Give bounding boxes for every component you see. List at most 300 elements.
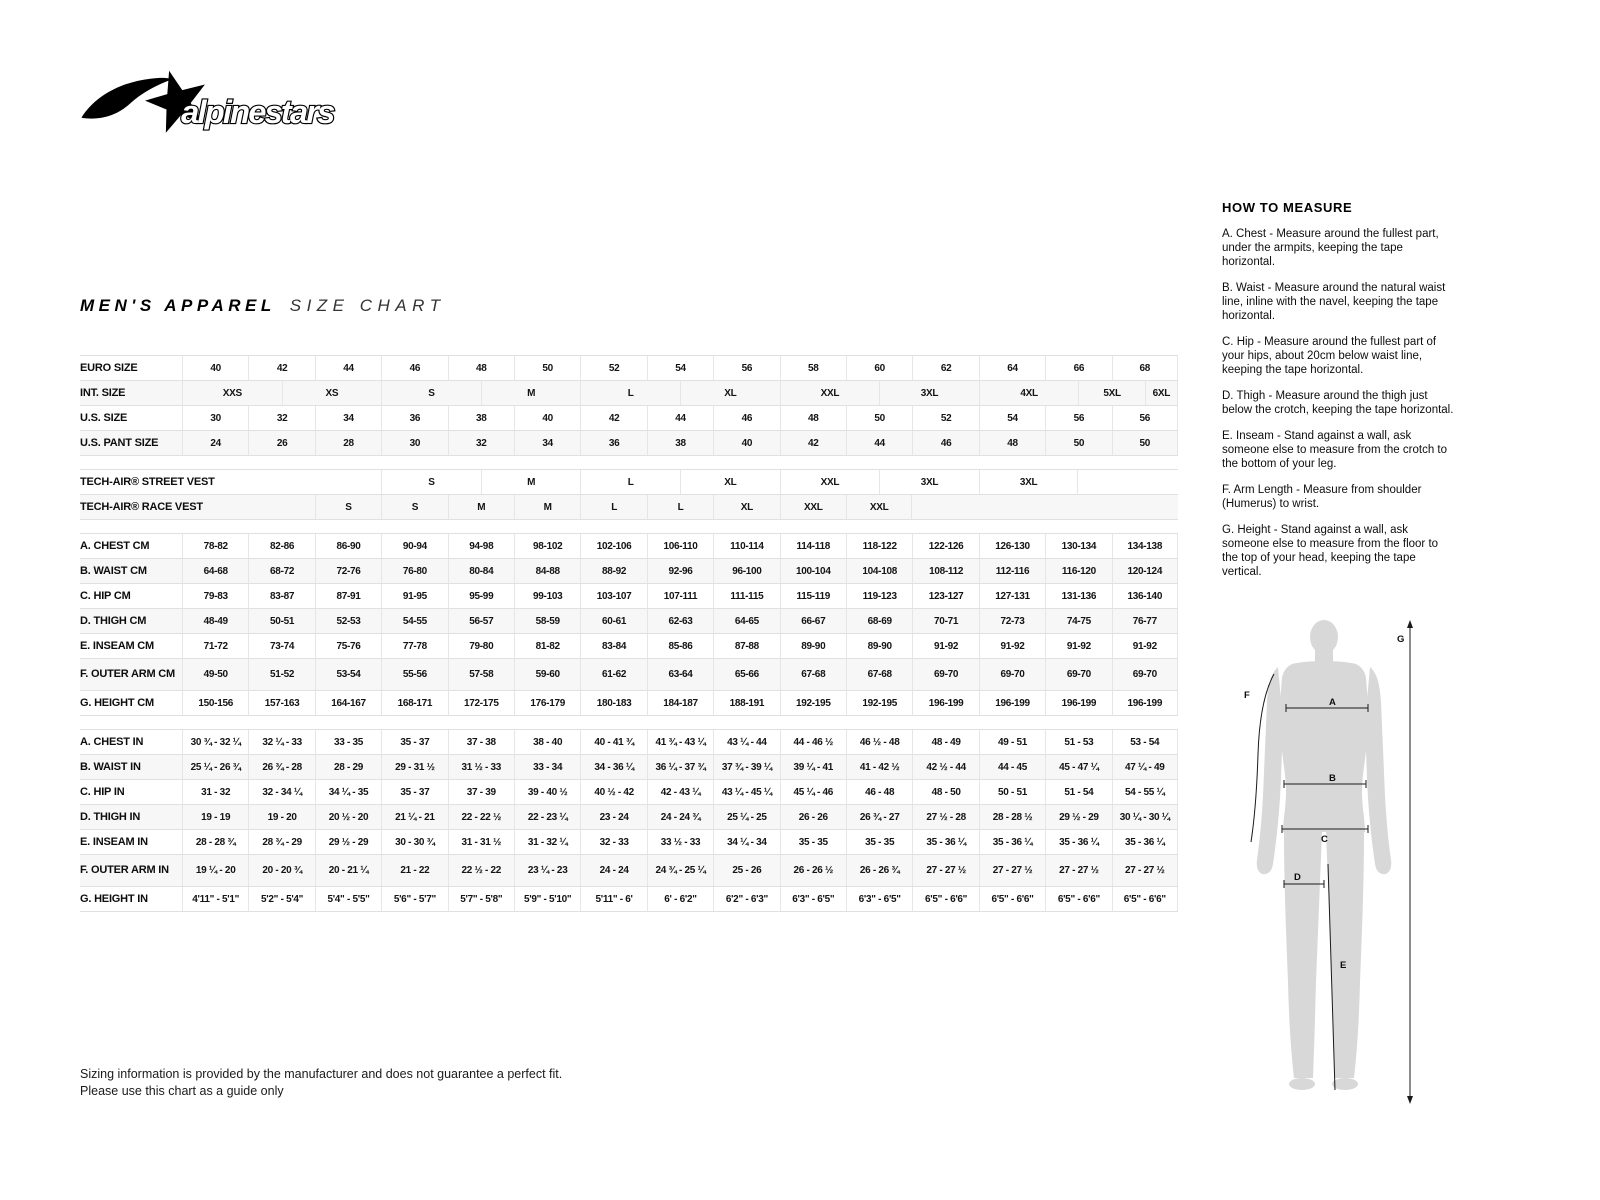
size-cell: 56-57 [448, 609, 514, 633]
page-title-secondary: SIZE CHART [289, 296, 446, 315]
size-cell: 58 [780, 356, 846, 380]
size-cell: 50 [1112, 431, 1178, 455]
row-cells [182, 356, 1178, 380]
size-cell: XXL [780, 470, 880, 494]
size-cell: 49 - 51 [979, 730, 1045, 754]
size-cell: 172-175 [448, 691, 514, 715]
size-cell: 26 ¾ - 28 [248, 755, 314, 779]
table-row [80, 355, 1178, 381]
size-cell: 168-171 [381, 691, 447, 715]
size-cell: 87-88 [713, 634, 779, 658]
size-cell: 51 - 53 [1045, 730, 1111, 754]
size-cell: 51-52 [248, 659, 314, 690]
size-cell: 32 [248, 406, 314, 430]
size-cell: 58-59 [514, 609, 580, 633]
size-cell: 86-90 [315, 534, 381, 558]
size-cell: 157-163 [248, 691, 314, 715]
size-cell: 35 - 37 [381, 730, 447, 754]
size-cell: 102-106 [580, 534, 646, 558]
human-silhouette [1257, 620, 1392, 1090]
size-cell: 31 ½ - 33 [448, 755, 514, 779]
size-cell: 5'11" - 6' [580, 887, 646, 911]
row-label: B. WAIST IN [80, 760, 141, 773]
size-cell: 3XL [879, 470, 979, 494]
size-cell: 4'11" - 5'1" [182, 887, 248, 911]
row-cells [182, 431, 1178, 455]
size-cell: L [580, 381, 680, 405]
size-cell: 24 [182, 431, 248, 455]
size-cell: 37 - 39 [448, 780, 514, 804]
size-cell: XS [282, 381, 382, 405]
size-cell: 20 ½ - 20 [315, 805, 381, 829]
size-cell: 30 - 30 ¾ [381, 830, 447, 854]
size-cell: 68 [1112, 356, 1178, 380]
size-cell: 29 ½ - 29 [1045, 805, 1111, 829]
size-cell: 50 - 51 [979, 780, 1045, 804]
size-cell: 26 - 26 ½ [780, 855, 846, 886]
size-cell: 107-111 [647, 584, 713, 608]
size-cell: M [481, 470, 581, 494]
size-cell: 83-84 [580, 634, 646, 658]
size-cell: 30 ¼ - 30 ¼ [1112, 805, 1178, 829]
figure-label-height: G [1397, 634, 1405, 645]
table-row [80, 609, 1178, 634]
size-cell: 33 ½ - 33 [647, 830, 713, 854]
row-cells [182, 855, 1178, 886]
size-cell: 96-100 [713, 559, 779, 583]
size-cell: 53-54 [315, 659, 381, 690]
size-cell: 35 - 36 ¼ [1045, 830, 1111, 854]
size-cell: 52 [580, 356, 646, 380]
size-cell: 35 - 35 [780, 830, 846, 854]
size-cell: 6XL [1145, 381, 1178, 405]
size-cell: 5'2" - 5'4" [248, 887, 314, 911]
size-cell: 68-72 [248, 559, 314, 583]
table-row [80, 634, 1178, 659]
size-cell: 46 [912, 431, 978, 455]
size-cell: 34 [514, 431, 580, 455]
size-cell: 123-127 [912, 584, 978, 608]
size-cell: 5'4" - 5'5" [315, 887, 381, 911]
size-cell: 34 ¼ - 35 [315, 780, 381, 804]
size-cell: 4XL [979, 381, 1079, 405]
size-cell: 19 - 19 [182, 805, 248, 829]
size-cell: 91-92 [979, 634, 1045, 658]
size-cell: 20 - 21 ¼ [315, 855, 381, 886]
size-cell: 71-72 [182, 634, 248, 658]
size-cell: M [481, 381, 581, 405]
size-cell: 28 - 28 ½ [979, 805, 1045, 829]
size-cell: 126-130 [979, 534, 1045, 558]
size-cell: 5XL [1078, 381, 1144, 405]
size-cell: S [315, 495, 381, 519]
measure-item-hip: C. Hip - Measure around the fullest part of your hips, about 20cm below waist line, keeping the tape horizontal. [1222, 336, 1437, 376]
size-cell: 52 [912, 406, 978, 430]
row-cells [182, 381, 1178, 405]
table-section-gap [80, 716, 1178, 729]
row-label: U.S. PANT SIZE [80, 436, 159, 449]
size-cell: 22 - 22 ½ [448, 805, 514, 829]
size-cell: 42 [248, 356, 314, 380]
size-cell: 98-102 [514, 534, 580, 558]
row-cells [182, 659, 1178, 690]
size-cell: 6'3" - 6'5" [846, 887, 912, 911]
row-cells [182, 609, 1178, 633]
size-cell: 42 [580, 406, 646, 430]
size-cell: 68-69 [846, 609, 912, 633]
size-cell: 57-58 [448, 659, 514, 690]
size-cell: 37 - 38 [448, 730, 514, 754]
figure-label-arm: F [1244, 690, 1250, 701]
size-cell: 116-120 [1045, 559, 1111, 583]
size-cell: XXL [846, 495, 912, 519]
size-cell: 40 [713, 431, 779, 455]
size-cell: 48-49 [182, 609, 248, 633]
size-cell: 39 ¼ - 41 [780, 755, 846, 779]
size-cell: 25 ¼ - 25 [713, 805, 779, 829]
size-cell: 75-76 [315, 634, 381, 658]
table-row [80, 584, 1178, 609]
size-cell: 23 - 24 [580, 805, 646, 829]
size-cell: 5'6" - 5'7" [381, 887, 447, 911]
size-cell: 106-110 [647, 534, 713, 558]
row-label: F. OUTER ARM CM [80, 668, 175, 681]
size-cell: 50-51 [248, 609, 314, 633]
size-cell: 6'5" - 6'6" [1112, 887, 1178, 911]
size-cell: 6'5" - 6'6" [979, 887, 1045, 911]
row-label: D. THIGH IN [80, 810, 141, 823]
figure-label-chest: A [1329, 697, 1336, 708]
size-cell: L [580, 495, 646, 519]
size-cell: 38 [647, 431, 713, 455]
size-cell: 46 ½ - 48 [846, 730, 912, 754]
size-cell: 41 ¾ - 43 ¼ [647, 730, 713, 754]
size-cell: 31 - 32 [182, 780, 248, 804]
size-cell: 91-92 [1045, 634, 1111, 658]
size-cell: 66 [1045, 356, 1111, 380]
row-cells [182, 584, 1178, 608]
size-cell: 72-73 [979, 609, 1045, 633]
row-label: C. HIP IN [80, 785, 125, 798]
row-cells [182, 805, 1178, 829]
size-cell: 42 ½ - 44 [912, 755, 978, 779]
size-cell: 34 ¼ - 34 [713, 830, 779, 854]
size-cell: 90-94 [381, 534, 447, 558]
size-cell: 82-86 [248, 534, 314, 558]
size-cell: 25 - 26 [713, 855, 779, 886]
size-cell: 56 [713, 356, 779, 380]
size-cell: L [580, 470, 680, 494]
size-cell: 3XL [979, 470, 1079, 494]
row-label: TECH-AIR® STREET VEST [80, 475, 215, 488]
size-cell: S [381, 495, 447, 519]
size-cell: XXL [780, 381, 880, 405]
size-cell: 50 [514, 356, 580, 380]
size-cell: 36 [580, 431, 646, 455]
size-cell: 21 - 22 [381, 855, 447, 886]
row-label: G. HEIGHT CM [80, 696, 154, 709]
size-cell: 164-167 [315, 691, 381, 715]
row-cells [182, 730, 1178, 754]
size-cell: 114-118 [780, 534, 846, 558]
size-cell: 32 ¼ - 33 [248, 730, 314, 754]
size-cell: 32 - 33 [580, 830, 646, 854]
size-cell: 30 [182, 406, 248, 430]
disclaimer [80, 1066, 562, 1100]
size-cell: 28 [315, 431, 381, 455]
size-cell: 87-91 [315, 584, 381, 608]
size-cell: 81-82 [514, 634, 580, 658]
size-cell: 115-119 [780, 584, 846, 608]
size-cell: 60-61 [580, 609, 646, 633]
size-cell: 46 [381, 356, 447, 380]
table-row [80, 780, 1178, 805]
size-cell: M [514, 495, 580, 519]
size-cell: 35 - 36 ¼ [979, 830, 1045, 854]
size-cell: M [448, 495, 514, 519]
size-cell: 84-88 [514, 559, 580, 583]
size-cell: 134-138 [1112, 534, 1178, 558]
size-cell: 192-195 [780, 691, 846, 715]
size-cell: 3XL [879, 381, 979, 405]
size-cell: 40 ½ - 42 [580, 780, 646, 804]
size-cell: 76-80 [381, 559, 447, 583]
row-label: D. THIGH CM [80, 614, 147, 627]
size-cell: 27 - 27 ½ [979, 855, 1045, 886]
figure-label-waist: B [1329, 773, 1336, 784]
size-cell: 42 [780, 431, 846, 455]
size-cell: 40 [514, 406, 580, 430]
size-cell: 46 - 48 [846, 780, 912, 804]
size-cell: 72-76 [315, 559, 381, 583]
size-cell: 74-75 [1045, 609, 1111, 633]
size-cell: 85-86 [647, 634, 713, 658]
size-cell: 60 [846, 356, 912, 380]
size-cell: 32 [448, 431, 514, 455]
table-row [80, 381, 1178, 406]
table-row [80, 755, 1178, 780]
size-cell: 70-71 [912, 609, 978, 633]
row-label: TECH-AIR® RACE VEST [80, 500, 203, 513]
size-cell: 38 [448, 406, 514, 430]
size-cell: 111-115 [713, 584, 779, 608]
size-cell: 26 - 26 [780, 805, 846, 829]
how-to-measure-panel [1222, 200, 1454, 579]
size-cell: 44 [647, 406, 713, 430]
size-cell: 33 - 35 [315, 730, 381, 754]
body-measurement-figure [1228, 612, 1428, 1117]
size-cell: 48 [979, 431, 1045, 455]
table-row [80, 406, 1178, 431]
size-cell: 30 ¾ - 32 ¼ [182, 730, 248, 754]
table-row [80, 855, 1178, 887]
size-cell: XL [680, 381, 780, 405]
size-cell: 112-116 [979, 559, 1045, 583]
size-cell: 48 [448, 356, 514, 380]
size-cell: 22 - 23 ¼ [514, 805, 580, 829]
size-cell: 27 - 27 ½ [1112, 855, 1178, 886]
size-cell: 103-107 [580, 584, 646, 608]
alpinestars-logo [76, 66, 348, 150]
size-cell: 53 - 54 [1112, 730, 1178, 754]
size-cell: 92-96 [647, 559, 713, 583]
row-label: U.S. SIZE [80, 411, 128, 424]
row-cells [182, 559, 1178, 583]
size-cell: 6'5" - 6'6" [1045, 887, 1111, 911]
table-row [80, 431, 1178, 456]
alpinestars-logo-graphic [76, 66, 348, 145]
size-cell: 104-108 [846, 559, 912, 583]
size-cell: 44 [846, 431, 912, 455]
size-cell: 19 - 20 [248, 805, 314, 829]
table-row [80, 533, 1178, 559]
size-cell: 119-123 [846, 584, 912, 608]
table-row [80, 659, 1178, 691]
disclaimer-line-2: Please use this chart as a guide only [80, 1084, 284, 1098]
size-cell: 150-156 [182, 691, 248, 715]
size-cell: 62-63 [647, 609, 713, 633]
size-cell: 44 - 45 [979, 755, 1045, 779]
size-cell: 28 ¾ - 29 [248, 830, 314, 854]
size-cell: XL [713, 495, 779, 519]
size-cell: 27 - 27 ½ [1045, 855, 1111, 886]
size-cell: 56 [1045, 406, 1111, 430]
size-cell: 24 ¾ - 25 ¼ [647, 855, 713, 886]
disclaimer-line-1: Sizing information is provided by the manufacturer and does not guarantee a perfect fit. [80, 1067, 563, 1081]
size-cell: 54 [647, 356, 713, 380]
size-cell: 136-140 [1112, 584, 1178, 608]
size-cell: 49-50 [182, 659, 248, 690]
size-cell: 91-92 [1112, 634, 1178, 658]
size-cell: 20 - 20 ¾ [248, 855, 314, 886]
size-cell: 43 ¼ - 44 [713, 730, 779, 754]
size-cell: 27 - 27 ½ [912, 855, 978, 886]
size-cell: 40 - 41 ¾ [580, 730, 646, 754]
size-cell: 28 - 29 [315, 755, 381, 779]
row-label: E. INSEAM IN [80, 835, 148, 848]
table-row [80, 729, 1178, 755]
size-cell: 50 [1045, 431, 1111, 455]
size-cell: 36 [381, 406, 447, 430]
size-cell: 99-103 [514, 584, 580, 608]
size-cell: 91-95 [381, 584, 447, 608]
table-row [80, 830, 1178, 855]
size-cell: 33 - 34 [514, 755, 580, 779]
table-row [80, 805, 1178, 830]
page-title [80, 296, 446, 316]
row-cells [182, 406, 1178, 430]
size-cell: 23 ¼ - 23 [514, 855, 580, 886]
row-cells [182, 495, 1178, 519]
size-cell: 69-70 [1045, 659, 1111, 690]
size-cell: 42 - 43 ¼ [647, 780, 713, 804]
size-cell: XXS [182, 381, 282, 405]
row-label: F. OUTER ARM IN [80, 864, 169, 877]
size-cell: 40 [182, 356, 248, 380]
size-cell: 56 [1112, 406, 1178, 430]
size-cell: 73-74 [248, 634, 314, 658]
size-cell: 34 - 36 ¼ [580, 755, 646, 779]
size-cell: 28 - 28 ¾ [182, 830, 248, 854]
size-cell: 196-199 [1112, 691, 1178, 715]
size-cell: 35 - 36 ¼ [912, 830, 978, 854]
measure-item-arm-length: F. Arm Length - Measure from shoulder (Humerus) to wrist. [1222, 484, 1422, 510]
size-cell: 6'5" - 6'6" [912, 887, 978, 911]
size-cell: 196-199 [1045, 691, 1111, 715]
row-label: C. HIP CM [80, 589, 131, 602]
size-cell: 64-68 [182, 559, 248, 583]
size-cell: 127-131 [979, 584, 1045, 608]
row-label: INT. SIZE [80, 386, 126, 399]
size-cell: 78-82 [182, 534, 248, 558]
size-cell: 48 - 50 [912, 780, 978, 804]
size-cell: 37 ¾ - 39 ¼ [713, 755, 779, 779]
measure-item-thigh: D. Thigh - Measure around the thigh just below the crotch, keeping the tape horizontal. [1222, 390, 1454, 416]
size-cell: 91-92 [912, 634, 978, 658]
size-cell: 69-70 [979, 659, 1045, 690]
size-cell: 122-126 [912, 534, 978, 558]
size-cell: 69-70 [1112, 659, 1178, 690]
size-cell: 29 ½ - 29 [315, 830, 381, 854]
size-cell: 130-134 [1045, 534, 1111, 558]
size-cell: 44 [315, 356, 381, 380]
measure-item-waist: B. Waist - Measure around the natural waist line, inline with the navel, keeping the tape horizontal. [1222, 282, 1446, 322]
size-cell: S [381, 470, 481, 494]
size-cell: 180-183 [580, 691, 646, 715]
size-cell: 27 ½ - 28 [912, 805, 978, 829]
row-label: EURO SIZE [80, 361, 138, 374]
size-cell: 196-199 [979, 691, 1045, 715]
figure-label-inseam: E [1340, 960, 1347, 971]
size-cell: XL [680, 470, 780, 494]
size-cell: 21 ¼ - 21 [381, 805, 447, 829]
size-cell: 188-191 [713, 691, 779, 715]
size-cell: 31 - 31 ½ [448, 830, 514, 854]
size-cell: 31 - 32 ¼ [514, 830, 580, 854]
row-cells [182, 634, 1178, 658]
how-to-measure-title: HOW TO MEASURE [1222, 200, 1353, 215]
size-cell: 83-87 [248, 584, 314, 608]
size-cell: 52-53 [315, 609, 381, 633]
size-cell: 80-84 [448, 559, 514, 583]
size-cell: 79-80 [448, 634, 514, 658]
size-cell: 120-124 [1112, 559, 1178, 583]
size-cell: 64-65 [713, 609, 779, 633]
empty-cell [1078, 470, 1178, 494]
size-cell: 67-68 [846, 659, 912, 690]
size-cell: 48 - 49 [912, 730, 978, 754]
measure-item-inseam: E. Inseam - Stand against a wall, ask someone else to measure from the crotch to the bottom of your leg. [1222, 430, 1447, 470]
size-cell: 6' - 6'2" [647, 887, 713, 911]
size-table [80, 355, 1178, 912]
logo-wordmark: alpinestars [181, 93, 334, 131]
size-cell: 38 - 40 [514, 730, 580, 754]
size-cell: 61-62 [580, 659, 646, 690]
size-cell: 54-55 [381, 609, 447, 633]
size-cell: 41 - 42 ½ [846, 755, 912, 779]
size-cell: 32 - 34 ¼ [248, 780, 314, 804]
size-cell: 45 ¼ - 46 [780, 780, 846, 804]
size-cell: 35 - 37 [381, 780, 447, 804]
size-cell: 6'2" - 6'3" [713, 887, 779, 911]
row-cells [182, 830, 1178, 854]
size-cell: 64 [979, 356, 1045, 380]
table-row [80, 469, 1178, 495]
figure-label-thigh: D [1294, 872, 1301, 883]
row-label: A. CHEST IN [80, 735, 144, 748]
row-cells [182, 887, 1178, 911]
size-cell: S [381, 381, 481, 405]
